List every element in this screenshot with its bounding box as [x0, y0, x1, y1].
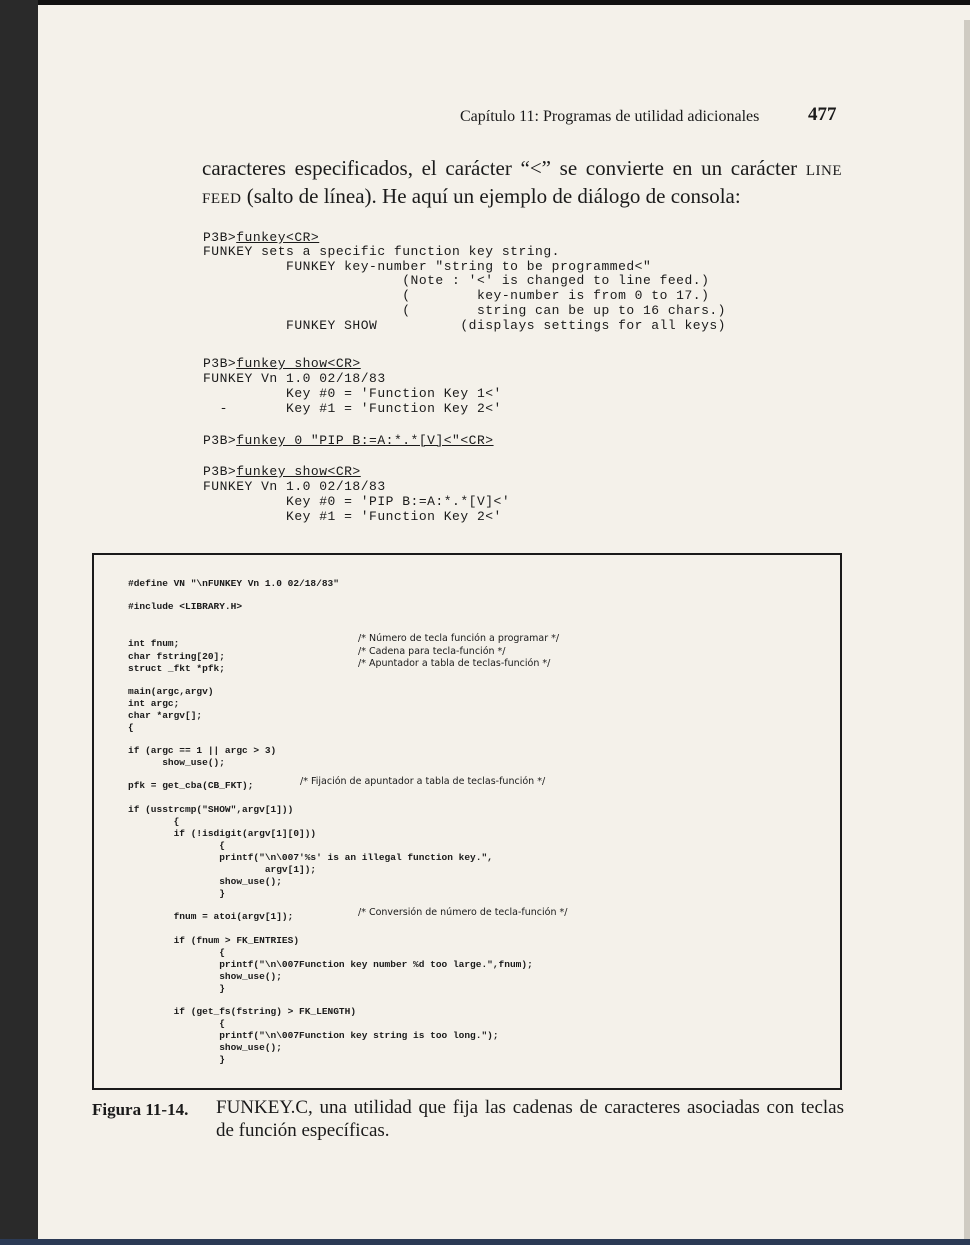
code-line: if (usstrcmp("SHOW",argv[1])): [128, 804, 294, 815]
code-line: if (get_fs(fstring) > FK_LENGTH): [128, 1006, 357, 1017]
code-line: {: [128, 722, 134, 733]
code-comment: /* Cadena para tecla-función */: [358, 646, 506, 657]
scan-right-edge: [964, 20, 970, 1245]
code-line: #include <LIBRARY.H>: [128, 601, 243, 612]
code-line: {: [128, 947, 225, 958]
code-line: char fstring[20];: [128, 651, 225, 662]
code-line: pfk = get_cba(CB_FKT);: [128, 780, 254, 791]
code-line: fnum = atoi(argv[1]);: [128, 911, 294, 922]
scan-binding-edge: [0, 0, 38, 1245]
console-line: P3B>funkey 0 "PIP B:=A:*.*[V]<"<CR>: [203, 433, 494, 448]
code-line: {: [128, 816, 180, 827]
code-comment: /* Apuntador a tabla de teclas-función */: [358, 658, 551, 669]
code-line: if (!isdigit(argv[1][0])): [128, 828, 317, 839]
code-line: {: [128, 1018, 225, 1029]
intro-text-2: (salto de línea). He aquí un ejemplo de diálogo de consola:: [241, 184, 741, 208]
console-line: (Note : '<' is changed to line feed.): [203, 273, 710, 288]
code-line: argv[1]);: [128, 864, 317, 875]
intro-paragraph: [202, 156, 842, 212]
console-line: P3B>funkey<CR>: [203, 230, 320, 245]
code-line: }: [128, 983, 225, 994]
console-line: FUNKEY Vn 1.0 02/18/83: [203, 371, 386, 386]
code-line: show_use();: [128, 971, 282, 982]
code-line: }: [128, 1054, 225, 1065]
page-number: 477: [808, 104, 837, 125]
console-line: FUNKEY SHOW (displays settings for all keys): [203, 318, 726, 333]
code-line: if (fnum > FK_ENTRIES): [128, 935, 300, 946]
console-line: ( key-number is from 0 to 17.): [203, 288, 710, 303]
console-line: FUNKEY sets a specific function key string.: [203, 244, 560, 259]
figure-caption-text: FUNKEY.C, una utilidad que fija las cadenas de caracteres asociadas con teclas de función específicas.: [216, 1097, 844, 1141]
console-line: P3B>funkey show<CR>: [203, 356, 361, 371]
code-comment: /* Fijación de apuntador a tabla de teclas-función */: [300, 776, 546, 787]
console-line: FUNKEY key-number "string to be programmed<": [203, 259, 652, 274]
code-line: show_use();: [128, 876, 282, 887]
code-line: printf("\n\007Function key string is too long.");: [128, 1030, 499, 1041]
console-line: Key #1 = 'Function Key 2<': [203, 509, 502, 524]
code-line: int argc;: [128, 698, 180, 709]
figure-label: Figura 11-14.: [92, 1100, 189, 1119]
code-line: main(argc,argv): [128, 686, 214, 697]
code-line: struct _fkt *pfk;: [128, 663, 225, 674]
code-line: printf("\n\007'%s' is an illegal function key.",: [128, 852, 493, 863]
code-line: {: [128, 840, 225, 851]
code-line: show_use();: [128, 1042, 282, 1053]
console-line: P3B>funkey show<CR>: [203, 464, 361, 479]
console-line: ( string can be up to 16 chars.): [203, 303, 726, 318]
chapter-title: Capítulo 11: Programas de utilidad adicionales: [460, 108, 760, 125]
code-line: char *argv[];: [128, 710, 203, 721]
code-line: printf("\n\007Function key number %d too large.",fnum);: [128, 959, 533, 970]
code-line: int fnum;: [128, 638, 180, 649]
scan-top-edge: [0, 0, 970, 5]
console-line: Key #0 = 'Function Key 1<': [203, 386, 502, 401]
code-line: #define VN "\nFUNKEY Vn 1.0 02/18/83": [128, 578, 339, 589]
code-line: show_use();: [128, 757, 225, 768]
code-line: }: [128, 888, 225, 899]
line-feed-smallcaps: LINE FEED: [202, 163, 842, 207]
console-line: - Key #1 = 'Function Key 2<': [203, 401, 502, 416]
code-comment: /* Conversión de número de tecla-función */: [358, 907, 568, 918]
code-comment: /* Número de tecla función a programar */: [358, 633, 560, 644]
console-line: FUNKEY Vn 1.0 02/18/83: [203, 479, 386, 494]
scan-bottom-edge: [0, 1239, 970, 1245]
code-line: if (argc == 1 || argc > 3): [128, 745, 277, 756]
intro-text-1: caracteres especificados, el carácter “<” se convierte en un carácter: [202, 156, 806, 180]
console-line: Key #0 = 'PIP B:=A:*.*[V]<': [203, 494, 511, 509]
